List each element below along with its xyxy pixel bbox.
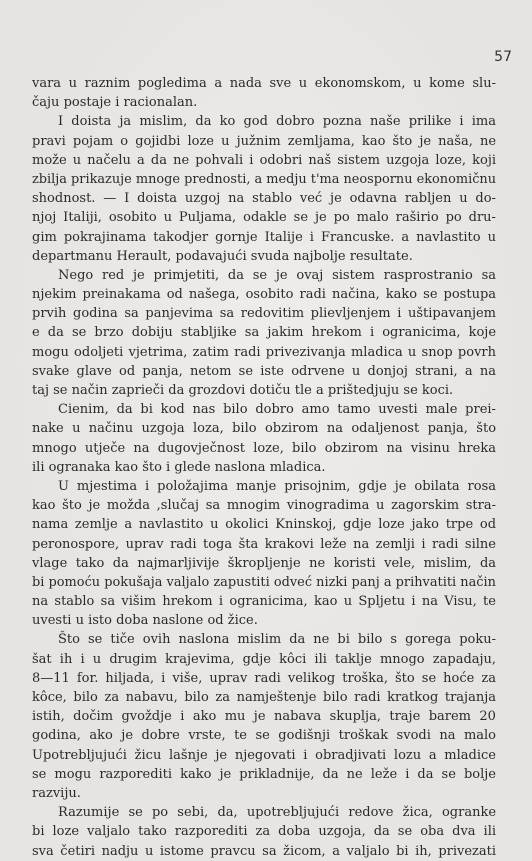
text-line: shodnost. — I doista uzgoj na stablo već je odavna rabljen u do-	[32, 191, 496, 207]
text-line: nama zemlje a navlastito u okolici Kninskoj, gdje loze jako trpe od	[32, 517, 497, 533]
body-text	[32, 74, 496, 861]
text-line: prvih godina sa panjevima sa redovitim plievljenjem i uštipavanjem	[32, 306, 496, 322]
paragraph	[32, 803, 496, 861]
text-line: bi loze valjalo tako razporediti za doba uzgoja, da se oba dva ili	[32, 824, 497, 840]
text-line: Upotrebljujući žicu lašnje je njegovati i obradjivati lozu a mladice	[32, 747, 496, 763]
text-line: e da se brzo dobiju stabljike sa jakim hrekom i ogranicima, koje	[32, 325, 497, 341]
paragraph	[32, 477, 496, 631]
paragraph	[32, 400, 496, 477]
text-line: mogu odoljeti vjetrima, zatim radi privezivanja mladica u snop povrh	[32, 344, 497, 360]
text-line: vlage tako da najmarljivije škropljenje ne koristi vele, mislim, da	[32, 555, 497, 571]
text-line: sva četiri nadju u istome pravcu sa žicom, a valjalo bi ih, privezati	[32, 843, 497, 859]
text-line: gim pokrajinama takodjer gornje Italije i Francuske. a navlastito u	[32, 229, 496, 245]
text-line: godina, ako je dobre vrste, te se godišnji troškak svodi na malo	[32, 728, 497, 744]
paragraph	[32, 112, 496, 266]
text-line: razviju.	[32, 785, 81, 801]
text-line: departmanu Herault, podavajući svuda najbolje resultate.	[32, 248, 413, 264]
text-line: Što se tiče ovih naslona mislim da ne bi bilo s gorega poku-	[58, 632, 497, 648]
text-line: Razumije se po sebi, da, upotrebljujući redove žica, ogranke	[58, 805, 497, 821]
text-line: ili ogranaka kao što i glede naslona mladica.	[32, 459, 326, 475]
text-line: Nego red je primjetiti, da se je ovaj sistem rasprostranio sa	[58, 267, 497, 283]
text-line: zbilja prikazuje mnoge prednosti, a medju t'ma neospornu ekonomičnu	[32, 171, 497, 187]
text-line: se mogu razporediti kako je prikladnije, da ne leže i da se bolje	[32, 766, 496, 782]
page-number: 57	[494, 49, 512, 65]
text-line: peronospore, uprav radi toga šta krakovi leže na zemlji i radi silne	[32, 536, 496, 552]
text-line: pravi pojam o gojidbi loze u južnim zemljama, kao što je naša, ne	[32, 133, 497, 149]
paragraph	[32, 74, 496, 112]
text-line: kao što je možda ,slučaj sa mnogim vinogradima u zagorskim stra-	[32, 498, 497, 514]
text-line: 8—11 for. hiljada, i više, uprav radi velikog troška, što se hoće za	[32, 670, 496, 686]
text-line: istih, dočim gvoždje i ako mu je nabava skuplja, traje barem 20	[32, 709, 496, 725]
text-line: šat ih i u drugim krajevima, gdje kôci ili taklje mnogo zapadaju,	[32, 651, 497, 667]
text-line: njekim preinakama od našega, osobito radi načina, kako se postupa	[32, 287, 497, 303]
text-line: na stablo sa višim hrekom i ogranicima, kao u Spljetu i na Visu, te	[32, 594, 496, 610]
paragraph	[32, 630, 496, 803]
text-line: njoj Italiji, osobito u Puljama, odakle se je po malo raširio po dru-	[32, 210, 496, 226]
text-line: nake u načinu uzgoja loza, bilo obzirom na odaljenost panja, što	[32, 421, 497, 437]
text-line: vara u raznim pogledima a nada sve u ekonomskom, u kome slu-	[32, 76, 496, 91]
text-line: svake glave od panja, netom se iste odrvene u donjoj strani, a na	[32, 363, 496, 379]
text-line: uvesti u isto doba naslone od žice.	[32, 613, 258, 629]
text-line: I doista ja mislim, da ko god dobro pozna naše prilike i ima	[58, 114, 496, 130]
text-line: Cienim, da bi kod nas bilo dobro amo tamo uvesti male prei-	[58, 402, 496, 418]
text-line: može u načelu a da ne pohvali i odobri naš sistem uzgoja loze, koji	[32, 152, 497, 168]
text-line: kôce, bilo za nabavu, bilo za namještenje bilo radi kratkog trajanja	[32, 690, 496, 705]
text-line: mnogo utječe na dugovječnost loze, bilo obzirom na visinu hreka	[32, 440, 496, 456]
text-line: čaju postaje i racionalan.	[32, 95, 198, 111]
text-line: bi pomoću pokušaja valjalo zapustiti odveć nizki panj a prihvatiti način	[32, 574, 496, 590]
text-line: U mjestima i položajima manje prisojnim, gdje je obilata rosa	[58, 478, 496, 494]
text-line: taj se način zaprieči da grozdovi dotiču tle a prištedjuju se koci.	[32, 383, 454, 398]
paragraph	[32, 266, 496, 400]
